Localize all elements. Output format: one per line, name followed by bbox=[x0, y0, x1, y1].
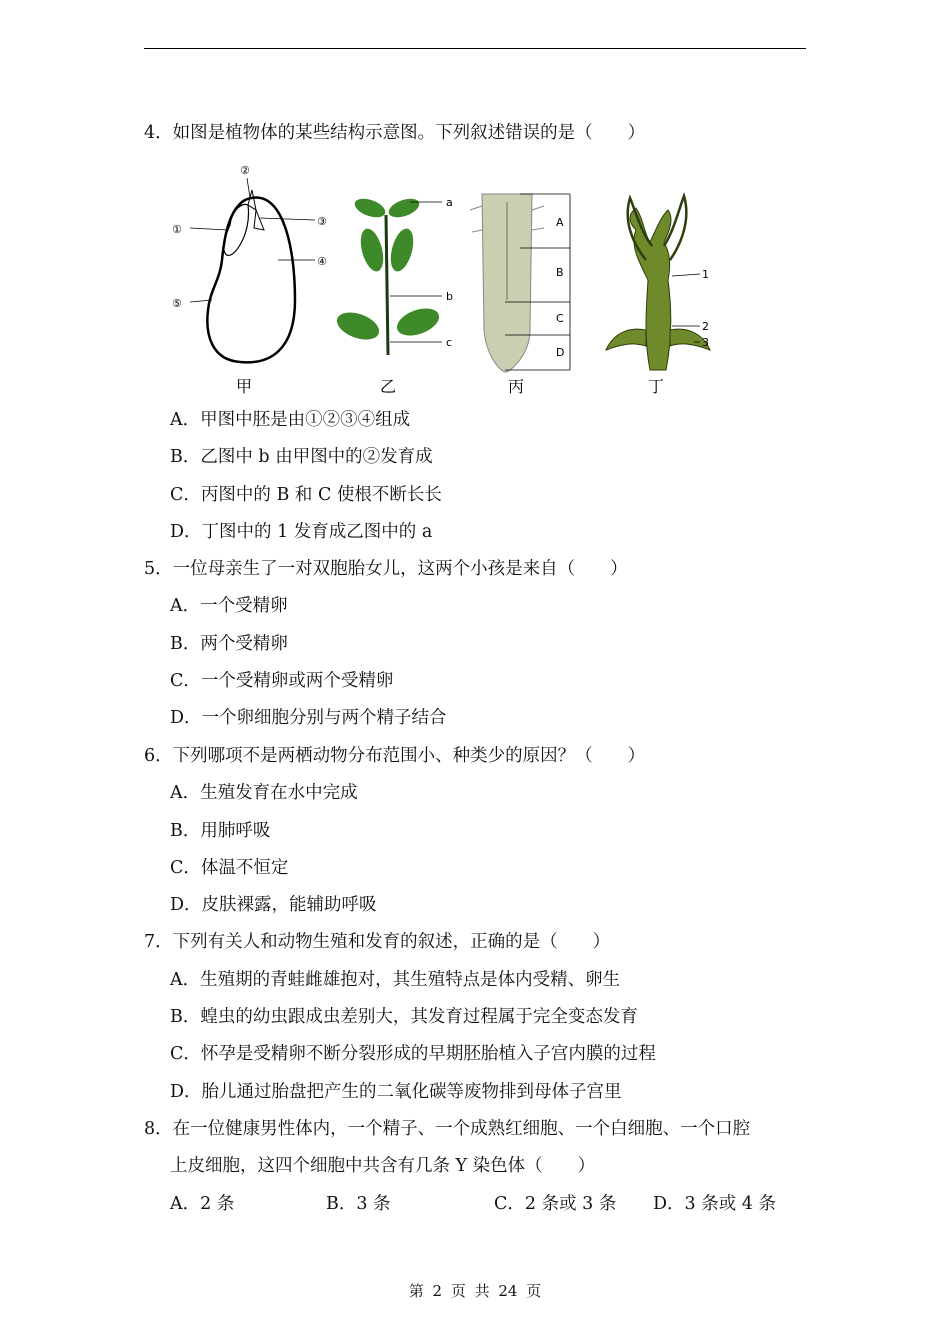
q8-option-a: A．2 条 bbox=[170, 1194, 235, 1214]
q8-option-c: C．2 条或 3 条 bbox=[494, 1194, 617, 1214]
q7-option-d: D．胎儿通过胎盘把产生的二氧化碳等废物排到母体子宫里 bbox=[170, 1082, 622, 1102]
q8-stem-line1: 8．在一位健康男性体内，一个精子、一个成熟红细胞、一个白细胞、一个口腔 bbox=[144, 1119, 751, 1139]
panel-label-bing: 丙 bbox=[508, 377, 525, 396]
root-zone-c: C bbox=[556, 312, 564, 325]
q8-stem-line2: 上皮细胞，这四个细胞中共含有几条 Y 染色体（ ） bbox=[170, 1156, 596, 1176]
q5-option-b: B．两个受精卵 bbox=[170, 634, 288, 654]
root-zone-d: D bbox=[556, 346, 565, 359]
q7-option-a: A．生殖期的青蛙雌雄抱对，其生殖特点是体内受精、卵生 bbox=[170, 970, 621, 990]
q5-option-c: C．一个受精卵或两个受精卵 bbox=[170, 671, 394, 691]
bud-mark-1: 1 bbox=[702, 268, 709, 281]
q4-option-a: A．甲图中胚是由①②③④组成 bbox=[170, 410, 411, 430]
q7-stem: 7．下列有关人和动物生殖和发育的叙述，正确的是（ ） bbox=[144, 932, 611, 952]
page-footer: 第 2 页 共 24 页 bbox=[408, 1282, 542, 1300]
root-zone-b: B bbox=[556, 266, 564, 279]
q5-option-d: D．一个卵细胞分别与两个精子结合 bbox=[170, 708, 447, 728]
q6-option-c: C．体温不恒定 bbox=[170, 858, 289, 878]
seed-diagram bbox=[172, 164, 327, 396]
stem-mark-b: b bbox=[446, 290, 453, 303]
q4-figure bbox=[160, 150, 740, 400]
q6-option-d: D．皮肤裸露，能辅助呼吸 bbox=[170, 895, 377, 915]
q7-option-c: C．怀孕是受精卵不断分裂形成的早期胚胎植入子宫内膜的过程 bbox=[170, 1044, 656, 1064]
q6-option-a: A．生殖发育在水中完成 bbox=[170, 783, 358, 803]
q5-option-a: A．一个受精卵 bbox=[170, 596, 288, 616]
seed-mark-3: ③ bbox=[317, 215, 327, 228]
panel-label-yi: 乙 bbox=[380, 377, 397, 396]
bud-mark-2: 2 bbox=[702, 320, 709, 333]
seed-mark-2: ② bbox=[240, 164, 250, 177]
q6-option-b: B．用肺呼吸 bbox=[170, 821, 271, 841]
seed-mark-1: ① bbox=[172, 223, 182, 236]
bud-diagram bbox=[606, 196, 710, 396]
panel-label-ding: 丁 bbox=[648, 377, 665, 396]
q4-stem: 4．如图是植物体的某些结构示意图。下列叙述错误的是（ ） bbox=[144, 123, 646, 143]
q7-option-b: B．蝗虫的幼虫跟成虫差别大，其发育过程属于完全变态发育 bbox=[170, 1007, 638, 1027]
q4-option-b: B．乙图中 b 由甲图中的②发育成 bbox=[170, 447, 433, 467]
stem-diagram bbox=[333, 195, 453, 396]
header-rule bbox=[144, 48, 806, 49]
root-zone-a: A bbox=[556, 216, 564, 229]
q6-stem: 6．下列哪项不是两栖动物分布范围小、种类少的原因？（ ） bbox=[144, 746, 646, 766]
stem-mark-a: a bbox=[446, 196, 453, 209]
root-tip-diagram bbox=[470, 194, 570, 396]
q8-option-d: D．3 条或 4 条 bbox=[653, 1194, 776, 1214]
seed-mark-4: ④ bbox=[317, 255, 327, 268]
seed-mark-5: ⑤ bbox=[172, 297, 182, 310]
q4-option-c: C．丙图中的 B 和 C 使根不断长长 bbox=[170, 485, 442, 505]
q8-option-b: B．3 条 bbox=[326, 1194, 391, 1214]
q4-option-d: D．丁图中的 1 发育成乙图中的 a bbox=[170, 522, 433, 542]
bud-mark-3: 3 bbox=[702, 336, 709, 349]
panel-label-jia: 甲 bbox=[236, 377, 253, 396]
q5-stem: 5．一位母亲生了一对双胞胎女儿，这两个小孩是来自（ ） bbox=[144, 559, 628, 579]
stem-mark-c: c bbox=[446, 336, 453, 349]
